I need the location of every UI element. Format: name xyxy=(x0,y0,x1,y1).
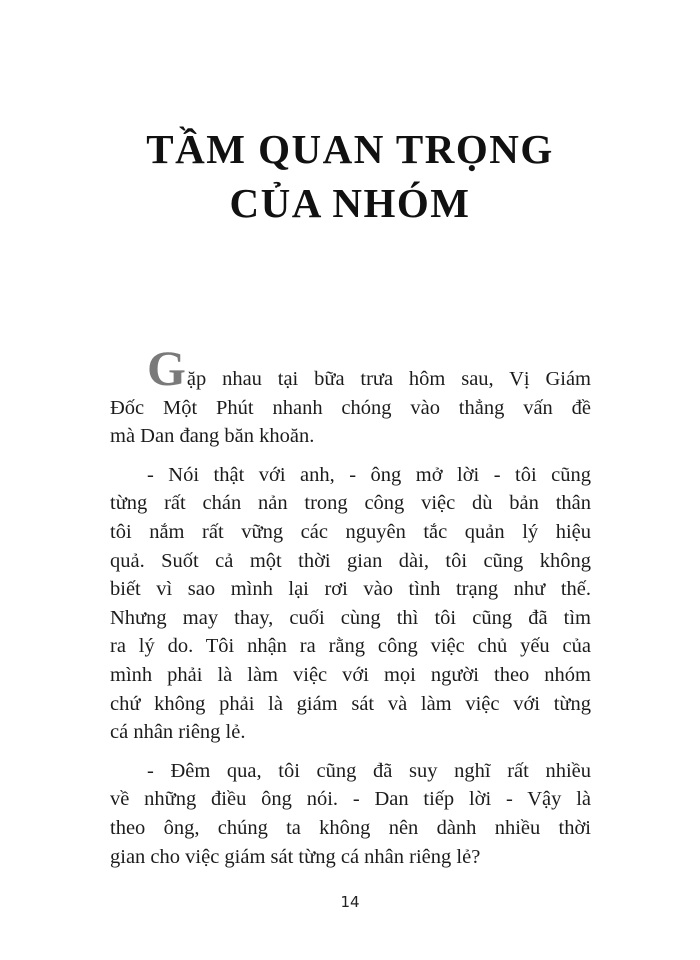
paragraph-line: chứ không phải là giám sát và làm việc với từng xyxy=(110,692,591,715)
paragraph-line: Nhưng may thay, cuối cùng thì tôi cũng đã tìm xyxy=(110,606,591,629)
paragraph-line: Đốc Một Phút nhanh chóng vào thẳng vấn đề xyxy=(110,396,591,419)
paragraph-2 xyxy=(110,461,591,747)
body-text xyxy=(110,340,591,881)
paragraph-line: tôi nắm rất vững các nguyên tắc quản lý hiệu xyxy=(110,520,591,543)
paragraph-line: cá nhân riêng lẻ. xyxy=(110,721,246,744)
paragraph-1 xyxy=(110,340,591,451)
paragraph-line: mà Dan đang băn khoăn. xyxy=(110,425,315,448)
paragraph-line: mình phải là làm việc với mọi người theo nhóm xyxy=(110,663,591,686)
paragraph-line: theo ông, chúng ta không nên dành nhiều thời xyxy=(110,816,591,839)
chapter-title xyxy=(0,122,700,230)
paragraph-line: - Nói thật với anh, - ông mở lời - tôi cũng xyxy=(147,463,591,486)
page-number: 14 xyxy=(340,893,360,911)
paragraph-line: về những điều ông nói. - Dan tiếp lời - Vậy là xyxy=(110,788,591,811)
paragraph-3 xyxy=(110,757,591,871)
line-text: ặp nhau tại bữa trưa hôm sau, Vị Giám xyxy=(186,368,591,390)
paragraph-line xyxy=(110,340,591,396)
paragraph-line: ra lý do. Tôi nhận ra rằng công việc chủ yếu của xyxy=(110,635,591,658)
paragraph-line: quả. Suốt cả một thời gian dài, tôi cũng không xyxy=(110,549,591,572)
chapter-title-line-1: TẦM QUAN TRỌNG xyxy=(146,126,554,172)
paragraph-line: từng rất chán nản trong công việc dù bản thân xyxy=(110,492,591,515)
paragraph-line: biết vì sao mình lại rơi vào tình trạng như thế. xyxy=(110,578,591,601)
paragraph-line: gian cho việc giám sát từng cá nhân riêng lẻ? xyxy=(110,845,481,868)
paragraph-line: - Đêm qua, tôi cũng đã suy nghĩ rất nhiều xyxy=(147,759,591,782)
drop-cap: G xyxy=(147,340,186,396)
chapter-title-line-2: CỦA NHÓM xyxy=(229,180,471,226)
